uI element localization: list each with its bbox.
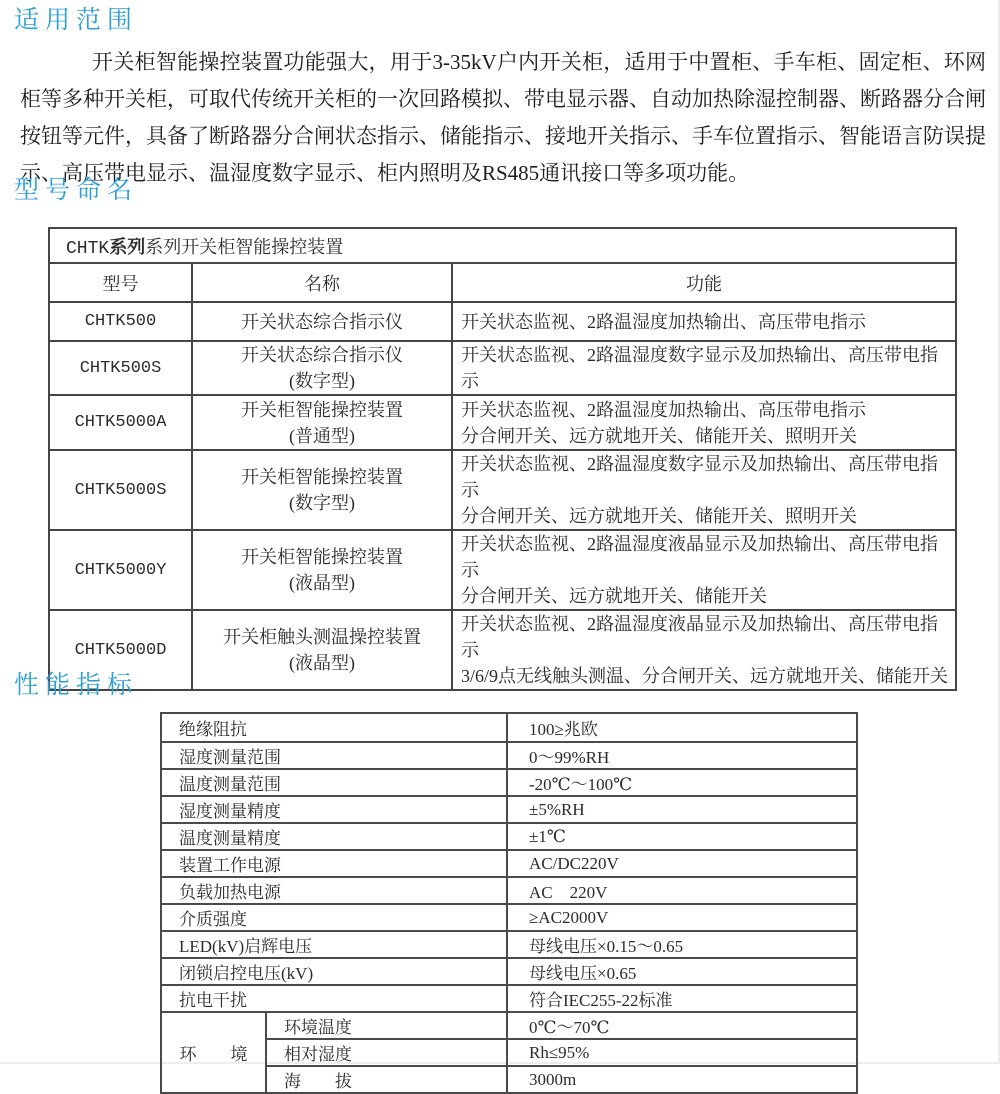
func-line: 开关状态监视、2路温湿度液晶显示及加热输出、高压带电指示 xyxy=(461,614,938,660)
table-header-row xyxy=(49,263,956,302)
spec-value: AC/DC220V xyxy=(507,850,857,877)
spec-label: 湿度测量范围 xyxy=(161,742,507,769)
name-cell xyxy=(192,530,452,610)
spec-sublabel: 环境温度 xyxy=(266,1012,507,1039)
table-row xyxy=(49,530,956,610)
spec-label: 湿度测量精度 xyxy=(161,796,507,823)
spec-value: AC 220V xyxy=(507,877,857,904)
section-heading-scope: 适用范围 xyxy=(14,7,139,34)
column-header-model: 型号 xyxy=(49,263,192,302)
spec-sublabel: 相对湿度 xyxy=(266,1039,507,1066)
column-header-func: 功能 xyxy=(452,263,956,302)
section-heading-models: 型号命名 xyxy=(14,177,139,204)
func-cell xyxy=(452,302,956,341)
spec-row xyxy=(161,985,857,1012)
spec-value: 母线电压×0.65 xyxy=(507,958,857,985)
spec-value: 0～99%RH xyxy=(507,742,857,769)
func-cell xyxy=(452,610,956,690)
func-line: 开关状态监视、2路温湿度液晶显示及加热输出、高压带电指示 xyxy=(461,534,938,580)
name-line: 开关柜智能操控装置 xyxy=(241,547,403,567)
spec-value: ±5%RH xyxy=(507,796,857,823)
name-cell xyxy=(192,302,452,341)
spec-label: 抗电干扰 xyxy=(161,985,507,1012)
table-row xyxy=(49,450,956,530)
environment-group-label: 环 境 xyxy=(161,1012,266,1093)
func-line2: 分合闸开关、远方就地开关、储能开关、照明开关 xyxy=(461,506,857,526)
table-row xyxy=(49,610,956,690)
model-cell: CHTK5000S xyxy=(49,450,192,530)
name-cell xyxy=(192,395,452,450)
name-line: 开关状态综合指示仪 xyxy=(241,311,403,332)
name-line: 开关柜触头测温操控装置 xyxy=(223,627,421,647)
spec-row-environment xyxy=(161,1066,857,1093)
spec-row xyxy=(161,769,857,796)
spec-row xyxy=(161,904,857,931)
model-naming-table xyxy=(48,227,957,691)
name-subline: (数字型) xyxy=(289,493,355,513)
scope-paragraph: 开关柜智能操控装置功能强大，用于3-35kV户内开关柜，适用于中置柜、手车柜、固定柜、环网柜等多种开关柜，可取代传统开关柜的一次回路模拟、带电显示器、自动加热除湿控制器、断路器分合闸按钮等元件，具备了断路器分合闸状态指示、储能指示、接地开关指示、手车位置指示、智能语言防误提示、高压带电显示、温湿度数字显示、柜内照明及RS485通讯接口等多项功能。 xyxy=(20,50,986,185)
func-line: 开关状态监视、2路温湿度数字显示及加热输出、高压带电指示 xyxy=(461,454,938,500)
spec-row xyxy=(161,713,857,742)
spec-row xyxy=(161,931,857,958)
func-line2: 分合闸开关、远方就地开关、储能开关、照明开关 xyxy=(461,425,857,446)
func-line2: 分合闸开关、远方就地开关、储能开关 xyxy=(461,586,767,606)
series-title-rest: 系列开关柜智能操控装置 xyxy=(145,236,344,257)
spec-row xyxy=(161,877,857,904)
spec-value: 3000m xyxy=(507,1066,857,1093)
model-cell: CHTK5000D xyxy=(49,610,192,690)
func-cell xyxy=(452,530,956,610)
spec-row xyxy=(161,796,857,823)
spec-row-environment xyxy=(161,1039,857,1066)
model-cell: CHTK500S xyxy=(49,341,192,395)
spec-row xyxy=(161,850,857,877)
spec-value: ≥AC2000V xyxy=(507,904,857,931)
spec-label: 负载加热电源 xyxy=(161,877,507,904)
table-row xyxy=(49,395,956,450)
spec-row xyxy=(161,823,857,850)
spec-value: ±1℃ xyxy=(507,823,857,850)
spec-value: -20℃～100℃ xyxy=(507,769,857,796)
func-line2: 3/6/9点无线触头测温、分合闸开关、远方就地开关、储能开关 xyxy=(461,666,948,686)
series-title-bold: 系列 xyxy=(109,236,146,257)
spec-value: 0℃～70℃ xyxy=(507,1012,857,1039)
name-line: 开关柜智能操控装置 xyxy=(241,399,403,420)
table-row xyxy=(49,302,956,341)
spec-value: 符合IEC255-22标准 xyxy=(507,985,857,1012)
func-line: 开关状态监视、2路温湿度加热输出、高压带电指示 xyxy=(461,311,866,332)
spec-row xyxy=(161,958,857,985)
spec-value: Rh≤95% xyxy=(507,1039,857,1066)
section-heading-specs: 性能指标 xyxy=(14,672,139,699)
func-cell xyxy=(452,395,956,450)
table-row-series-title xyxy=(49,228,956,263)
name-line: 开关柜智能操控装置 xyxy=(241,467,403,487)
model-cell: CHTK5000Y xyxy=(49,530,192,610)
spec-label: 温度测量精度 xyxy=(161,823,507,850)
func-line: 开关状态监视、2路温湿度数字显示及加热输出、高压带电指示 xyxy=(461,345,938,391)
func-cell xyxy=(452,450,956,530)
name-subline: (液晶型) xyxy=(289,653,355,673)
name-line: 开关状态综合指示仪 xyxy=(241,345,403,365)
spec-value: 母线电压×0.15～0.65 xyxy=(507,931,857,958)
model-cell: CHTK500 xyxy=(49,302,192,341)
model-cell: CHTK5000A xyxy=(49,395,192,450)
spec-label: LED(kV)启辉电压 xyxy=(161,931,507,958)
spec-row-environment xyxy=(161,1012,857,1039)
func-cell xyxy=(452,341,956,395)
series-title-cell xyxy=(49,228,956,263)
series-title-prefix: CHTK xyxy=(66,238,110,259)
spec-label: 闭锁启控电压(kV) xyxy=(161,958,507,985)
func-line: 开关状态监视、2路温湿度加热输出、高压带电指示 xyxy=(461,399,866,420)
spec-label: 绝缘阻抗 xyxy=(161,713,507,742)
spec-label: 介质强度 xyxy=(161,904,507,931)
column-header-name: 名称 xyxy=(192,263,452,302)
name-subline: (数字型) xyxy=(289,371,355,391)
name-subline: (普通型) xyxy=(289,425,355,446)
performance-spec-table xyxy=(160,712,858,1094)
spec-label: 温度测量范围 xyxy=(161,769,507,796)
table-row xyxy=(49,341,956,395)
spec-label: 装置工作电源 xyxy=(161,850,507,877)
name-cell xyxy=(192,341,452,395)
name-cell xyxy=(192,610,452,690)
spec-value: 100≥兆欧 xyxy=(507,713,857,742)
name-cell xyxy=(192,450,452,530)
spec-sublabel: 海 拔 xyxy=(266,1066,507,1093)
spec-row xyxy=(161,742,857,769)
name-subline: (液晶型) xyxy=(289,573,355,593)
